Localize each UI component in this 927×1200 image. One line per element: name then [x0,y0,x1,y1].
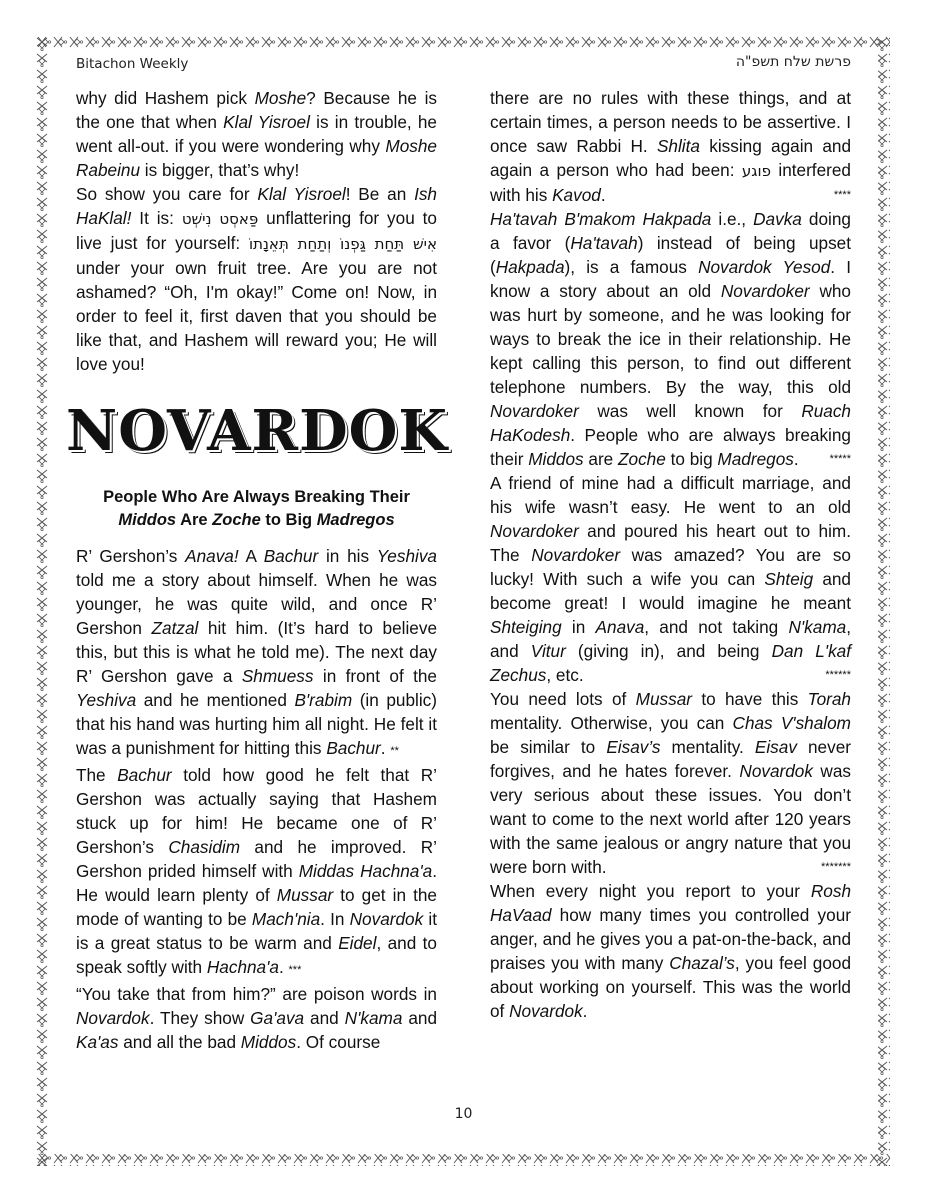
italic-term: Novardok [349,909,424,929]
italic-term: Novardok [76,1008,150,1028]
italic-term: B'rabim [294,690,353,710]
italic-term: Yeshiva [76,690,137,710]
italic-term: Novardoker [720,281,810,301]
italic-term: Novardoker [490,401,579,421]
italic-term: Chasidim [168,837,241,857]
article-paragraph: A friend of mine had a difficult marriage, and his wife wasn’t easy. He went to an old Novardoker and poured his heart out to him. The Novardoker was amazed? You are so lucky! With such a wife you can Shteig and become great! I would imagine he meant Shteiging in Anava, and not taking N'kama, and Vitur (giving in), and being Dan L'kaf Zechus, etc. ****** [490,473,852,685]
section-separator-stars: ******* [821,861,851,873]
italic-term: Dan L'kaf Zechus [490,641,852,685]
italic-term: Zatzal [151,618,199,638]
italic-term: Bachur [117,765,172,785]
italic-term: Moshe [254,88,307,108]
italic-term: Zoche [618,449,666,469]
italic-term: Ha'tavah [570,233,638,253]
italic-term: Rosh HaVaad [490,881,851,925]
article-paragraph: Ha'tavah B'makom Hakpada i.e., Davka doing a favor (Ha'tavah) instead of being upset (Hakpada), is a famous Novardok Yesod. I know a story about an old Novardoker who was hurt by someone, and he was looking for ways to break the ice in their relationship. He kept calling this person, to find out different telephone numbers. By the way, this old Novardoker was well known for Ruach HaKodesh. People who are always breaking their Middos are Zoche to big Madregos. ***** [490,209,852,469]
section-separator-stars: ****** [825,669,851,681]
italic-term: Madregos [316,511,395,529]
italic-term: Novardoker [531,545,621,565]
italic-term: Hachna'a [206,957,279,977]
italic-term: Eisav’s [606,737,661,757]
article-paragraph: The Bachur told how good he felt that R’ Gershon was actually saying that Hashem stuck up for him! He became one of R’ Gershon’s Chasidim and he improved. R’ Gershon prided himself with Middas Hachna'a. He would learn plenty of Mussar to get in the mode of wanting to be Mach'nia. In Novardok it is a great status to be warm and Eidel, and to speak softly with Hachna'a. *** [76,765,437,977]
italic-term: Vitur [530,641,566,661]
left-column-article [76,544,437,1054]
italic-term: N'kama [344,1008,403,1028]
article-paragraph: You need lots of Mussar to have this Torah mentality. Otherwise, you can Chas V'shalom be similar to Eisav’s mentality. Eisav never forgives, and he hates forever. Novardok was very serious about these issues. You don’t want to come to the next world after 120 years with the same jealous or angry nature that you were born with. ******* [490,689,851,877]
italic-term: Chazal’s [669,953,735,973]
subtitle-line-2: Middos Are Zoche to Big Madregos [118,511,395,529]
italic-term: Mussar [276,885,334,905]
italic-term: Shteig [764,569,814,589]
italic-term: Madregos [717,449,794,469]
article-paragraph: When every night you report to your Rosh HaVaad how many times you controlled your anger, and he gives you a pat-on-the-back, and praises you with many Chazal’s, you feel good about working on yourself. This was the world of Novardok. [490,881,851,1021]
section-separator-stars: ***** [829,453,851,465]
subtitle-line-1: People Who Are Always Breaking Their [103,488,410,506]
italic-term: Ha'tavah B'makom Hakpada [490,209,712,229]
italic-term: Ruach HaKodesh [490,401,851,445]
article-paragraph: R’ Gershon’s Anava! A Bachur in his Yeshiva told me a story about himself. When he was younger, he was quite wild, and once R’ Gershon Zatzal hit him. (It’s hard to believe this, but this is what he told me). The next day R’ Gershon gave a Shmuess in front of the Yeshiva and he mentioned B'rabim (in public) that his hand was hurting him all night. He felt it was a punishment for hitting this Bachur. ** [76,546,437,758]
banner-title: NOVARDOK [66,398,449,464]
article-subtitle [76,486,437,532]
italic-term: Chas V'shalom [732,713,851,733]
hebrew-phrase: אִישׁ תַּחַת גַּפְנוֹ וְתַחַת תְּאֵנָתוֹ [248,235,437,253]
section-separator-stars: *** [288,964,302,976]
italic-term: Shmuess [241,666,314,686]
italic-term: Eidel [338,933,377,953]
italic-term: Klal Yisroel [223,112,310,132]
section-separator-stars: ** [390,745,399,757]
ish-haklal-paragraph: So show you care for Klal Yisroel! Be an Ish HaKlal! It is: פַּאסְט נִישְׁט unflattering for you to live just for yourself: אִישׁ תַּחַת גַּפְנוֹ וְתַחַת תְּאֵנָתוֹ under your own fruit tree. Are you are not ashamed? “Oh, I'm okay!” Come on! Now, in order to feel it, first daven that you should be like that, and Hashem will reward you; He will love you! [76,184,437,374]
left-column-intro [76,86,437,376]
italic-term: N'kama [788,617,847,637]
article-paragraph: there are no rules with these things, and at certain times, a person needs to be assertive. I once saw Rabbi H. Shlita kissing again and again a person who had been: פוגע interfered with his Kavod. **** [490,88,852,205]
italic-term: Middos [240,1032,297,1052]
italic-term: Novardok [739,761,813,781]
italic-term: Ish HaKlal! [76,184,437,228]
header-parsha-date: פרשת שלח תשפ"ה [735,54,851,70]
italic-term: Anava! [185,546,239,566]
italic-term: Davka [753,209,802,229]
page-number: 10 [454,1106,473,1122]
italic-term: Novardok [509,1001,583,1021]
italic-term: Eisav [754,737,797,757]
italic-term: Kavod [552,185,601,205]
italic-term: Middas Hachna'a [298,861,433,881]
hebrew-phrase: פוגע [741,162,771,180]
italic-term: Ka'as [76,1032,119,1052]
italic-term: Torah [807,689,851,709]
italic-term: Bachur [263,546,319,566]
italic-term: Zoche [212,511,261,529]
right-column-article [490,86,851,1023]
italic-term: Middos [528,449,584,469]
italic-term: Anava [595,617,645,637]
italic-term: Mach'nia [251,909,321,929]
header-publication-name: Bitachon Weekly [76,56,189,72]
italic-term: Shteiging [490,617,562,637]
italic-term: Hakpada [495,257,565,277]
italic-term: Moshe Rabeinu [76,136,437,180]
novardok-banner [66,396,449,466]
italic-term: Mussar [635,689,692,709]
italic-term: Middos [118,511,177,529]
hebrew-phrase: פַּאסְט נִישְׁט [181,210,259,228]
italic-term: Yeshiva [376,546,437,566]
intro-paragraph: why did Hashem pick Moshe? Because he is the one that when Klal Yisroel is in trouble, he went all-out. if you were wondering why Moshe Rabeinu is bigger, that’s why! [76,88,437,180]
italic-term: Ga'ava [250,1008,305,1028]
italic-term: Novardok Yesod [698,257,831,277]
section-separator-stars: **** [833,189,851,201]
italic-term: Novardoker [490,521,579,541]
article-paragraph: “You take that from him?” are poison words in Novardok. They show Ga'ava and N'kama and Ka'as and all the bad Middos. Of course [76,984,438,1052]
italic-term: Shlita [656,136,700,156]
italic-term: Klal Yisroel [257,184,346,204]
italic-term: Bachur [326,738,381,758]
